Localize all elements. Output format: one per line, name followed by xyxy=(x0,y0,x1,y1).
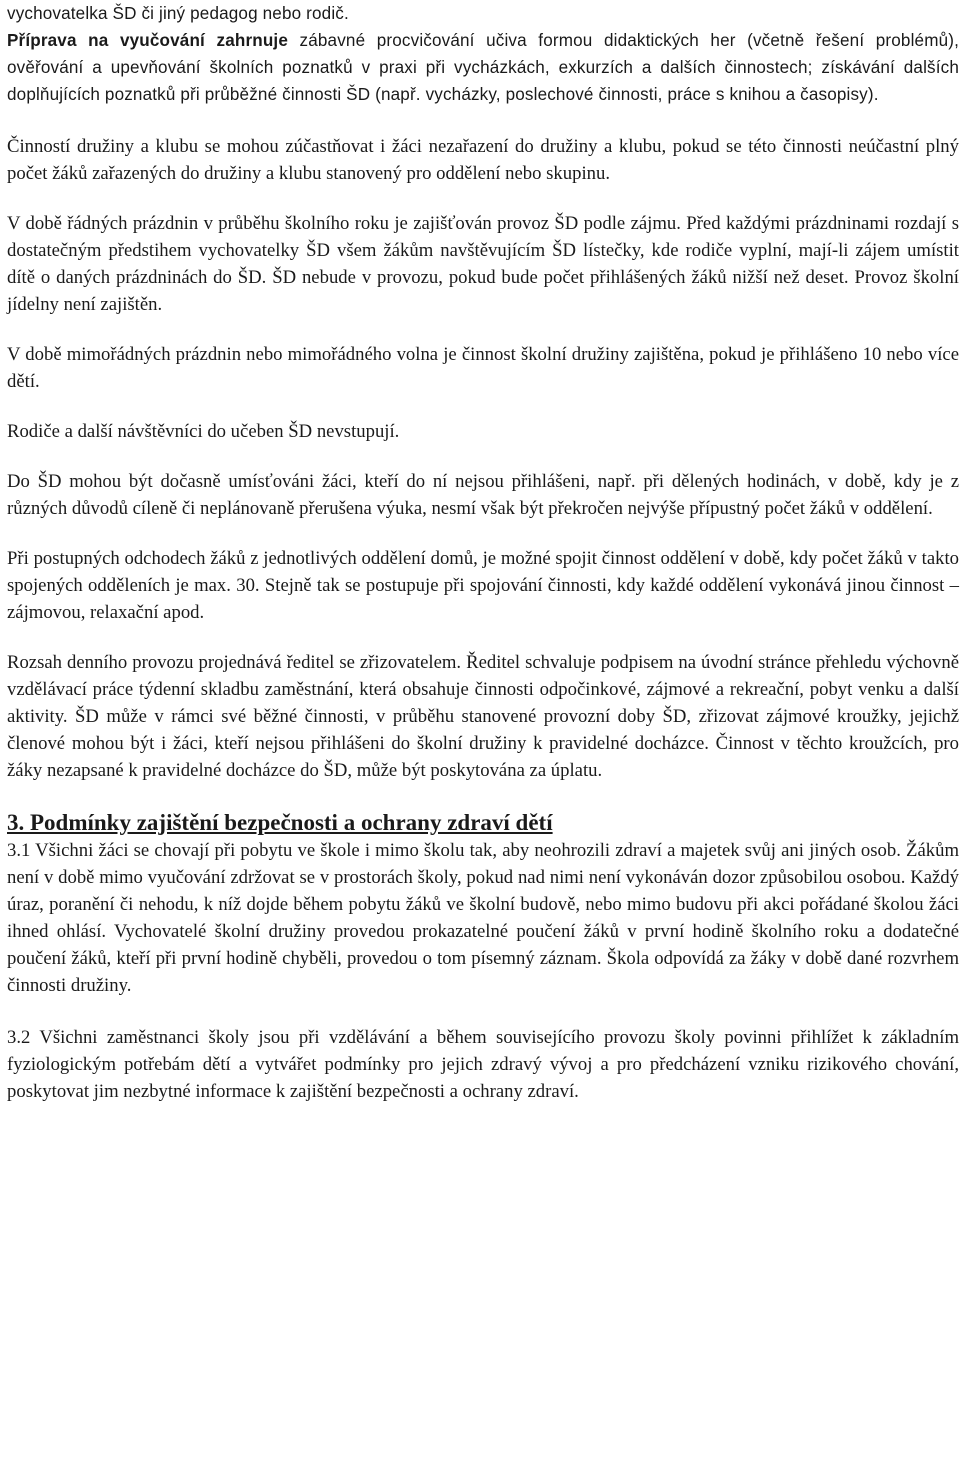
paragraph-3-1: 3.1 Všichni žáci se chovají při pobytu ve škole i mimo školu tak, aby neohrozili zdraví a majetek svůj ani jiných osob. Žákům není v době mimo vyučování zdržovat se v prostorách školy, pokud nad nimi není vykonáván dozor způsobilou osobou. Každý úraz, poranění či nehodu, k níž dojde během pobytu žáků ve školní budově, nebo mimo budovu při akci pořádané školou žáci ihned ohlásí. Vychovatelé školní družiny provedou prokazatelné poučení žáků v první hodině školního roku a dodatečné poučení žáků, kteří při první hodině chyběli, provedou o tom písemný záznam. Škola odpovídá za žáky v době dané rozvrhem činnosti družiny. xyxy=(7,840,959,996)
intro-bold-lead: Příprava na vyučování zahrnuje xyxy=(7,31,288,50)
intro-line: vychovatelka ŠD či jiný pedagog nebo rodič. xyxy=(7,4,349,23)
paragraph-temporary-placement: Do ŠD mohou být dočasně umísťováni žáci, kteří do ní nejsou přihlášeni, např. při dělených hodinách, v době, kdy je z různých důvodů cíleně či neplánovaně přerušena výuka, nesmí však být překročen nejvýše přípustný počet žáků v oddělení. xyxy=(7,471,959,519)
document-page xyxy=(7,0,959,1105)
paragraph-holidays: V době řádných prázdnin v průběhu školního roku je zajišťován provoz ŠD podle zájmu. Před každými prázdninami rozdají s dostatečným předstihem vychovatelky ŠD všem žákům navštěvujícím ŠD lístečky, kde rodiče vyplní, mají-li zájem umístit dítě o daných prázdninách do ŠD. ŠD nebude v provozu, pokud bude počet přihlášených žáků nižší než deset. Provoz školní jídelny není zajištěn. xyxy=(7,213,959,315)
paragraph-visitors: Rodiče a další návštěvníci do učeben ŠD nevstupují. xyxy=(7,421,400,442)
paragraph-joining-groups: Při postupných odchodech žáků z jednotlivých oddělení domů, je možné spojit činnost oddělení v době, kdy počet žáků v takto spojených odděleních je max. 30. Stejně tak se postupuje při spojování činnosti, kdy každé oddělení vykonává jinou činnost – zájmovou, relaxační apod. xyxy=(7,548,959,623)
paragraph-extraordinary-holidays: V době mimořádných prázdnin nebo mimořádného volna je činnost školní družiny zajištěna, pokud je přihlášeno 10 nebo více dětí. xyxy=(7,344,959,392)
paragraph-participation: Činností družiny a klubu se mohou zúčastňovat i žáci nezařazení do družiny a klubu, pokud se této činnosti neúčastní plný počet žáků zařazených do družiny a klubu stanovený pro oddělení nebo skupinu. xyxy=(7,136,959,184)
section-heading: 3. Podmínky zajištění bezpečnosti a ochrany zdraví dětí xyxy=(7,810,553,835)
intro-paragraph xyxy=(7,0,959,108)
paragraph-daily-operation: Rozsah denního provozu projednává ředitel se zřizovatelem. Ředitel schvaluje podpisem na úvodní stránce přehledu výchovně vzdělávací práce týdenní skladbu zaměstnání, která obsahuje činnosti odpočinkové, zájmové a rekreační, pobyt venku a další aktivity. ŠD může v rámci své běžné činnosti, v průběhu stanovené provozní doby ŠD, zřizovat zájmové kroužky, jejichž členové mohou být i žáci, kteří nejsou přihlášeni do školní družiny k pravidelné docházce. Činnost v těchto kroužcích, pro žáky nezapsané k pravidelné docházce do ŠD, může být poskytována za úplatu. xyxy=(7,652,959,781)
paragraph-3-2: 3.2 Všichni zaměstnanci školy jsou při vzdělávání a během souvisejícího provozu školy povinni přihlížet k základním fyziologickým potřebám dětí a vytvářet podmínky pro jejich zdravý vývoj a pro předcházení vzniku rizikového chování, poskytovat jim nezbytné informace k zajištění bezpečnosti a ochrany zdraví. xyxy=(7,1027,959,1102)
intro-text: zábavné procvičování učiva formou didaktických her (včetně řešení problémů), ověřování a upevňování školních poznatků v praxi při vycházkách, exkurzích a dalších činnostech; získávání dalších doplňujících poznatků při průběžné činnosti ŠD (např. vycházky, poslechové činnosti, práce s knihou a časopisy). xyxy=(7,31,959,104)
